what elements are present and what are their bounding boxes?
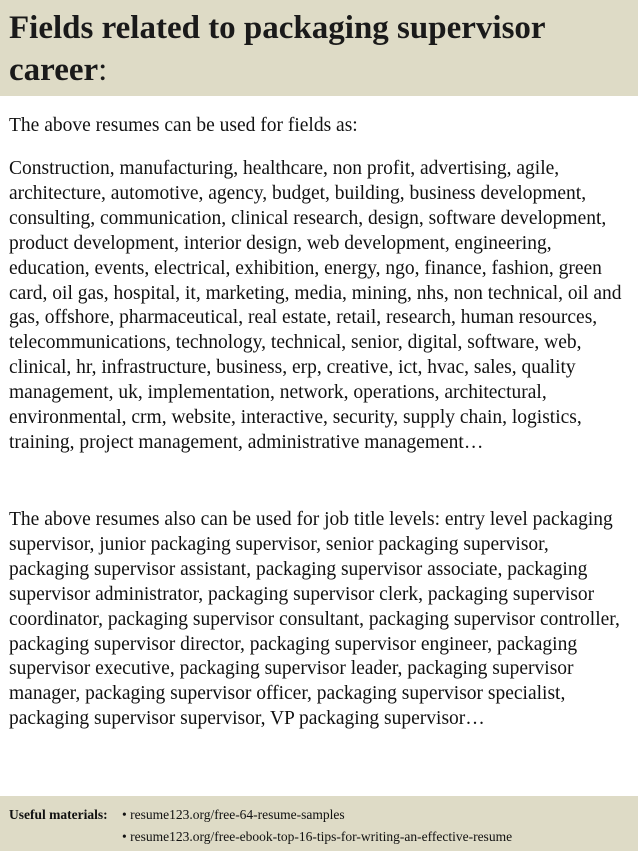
useful-materials-label-text: Useful materials — [9, 807, 104, 822]
page-title-colon: : — [98, 52, 108, 88]
resource-link-ebook-tips[interactable]: • resume123.org/free-ebook-top-16-tips-for-writing-an-effective-resume — [122, 829, 513, 844]
resource-link-resume-samples[interactable]: • resume123.org/free-64-resume-samples — [122, 807, 345, 822]
useful-materials-label — [9, 806, 108, 823]
fields-list: Construction, manufacturing, healthcare, non profit, advertising, agile, architecture, automotive, agency, budget, building, business development, consulting, communication, clinical research, design, software development, product development, interior design, web development, engineering, education, events, electrical, exhibition, energy, ngo, finance, fashion, green card, oil gas, hospital, it, marketing, media, mining, nhs, non technical, oil and gas, offshore, pharmaceutical, real estate, retail, research, human resources, telecommunications, technology, technical, senior, digital, software, web, clinical, hr, infrastructure, business, erp, creative, ict, hvac, sales, quality management, uk, implementation, network, operations, architectural, environmental, crm, website, interactive, security, supply chain, logistics, training, project management, administrative management… — [9, 158, 622, 453]
useful-materials-label-sep: : — [103, 807, 108, 822]
job-levels-paragraph: The above resumes also can be used for job title levels: entry level packaging supervisor, junior packaging supervisor, senior packaging supervisor, packaging supervisor assistant, packaging supervisor associate, packaging supervisor administrator, packaging supervisor clerk, packaging supervisor coordinator, packaging supervisor consultant, packaging supervisor controller, packaging supervisor director, packaging supervisor engineer, packaging supervisor executive, packaging supervisor leader, packaging supervisor manager, packaging supervisor officer, packaging supervisor specialist, packaging supervisor supervisor, VP packaging supervisor… — [9, 509, 620, 730]
page-title — [9, 7, 629, 91]
fields-intro: The above resumes can be used for fields as: — [9, 115, 358, 136]
page-title-text: Fields related to packaging supervisor career — [9, 10, 545, 88]
